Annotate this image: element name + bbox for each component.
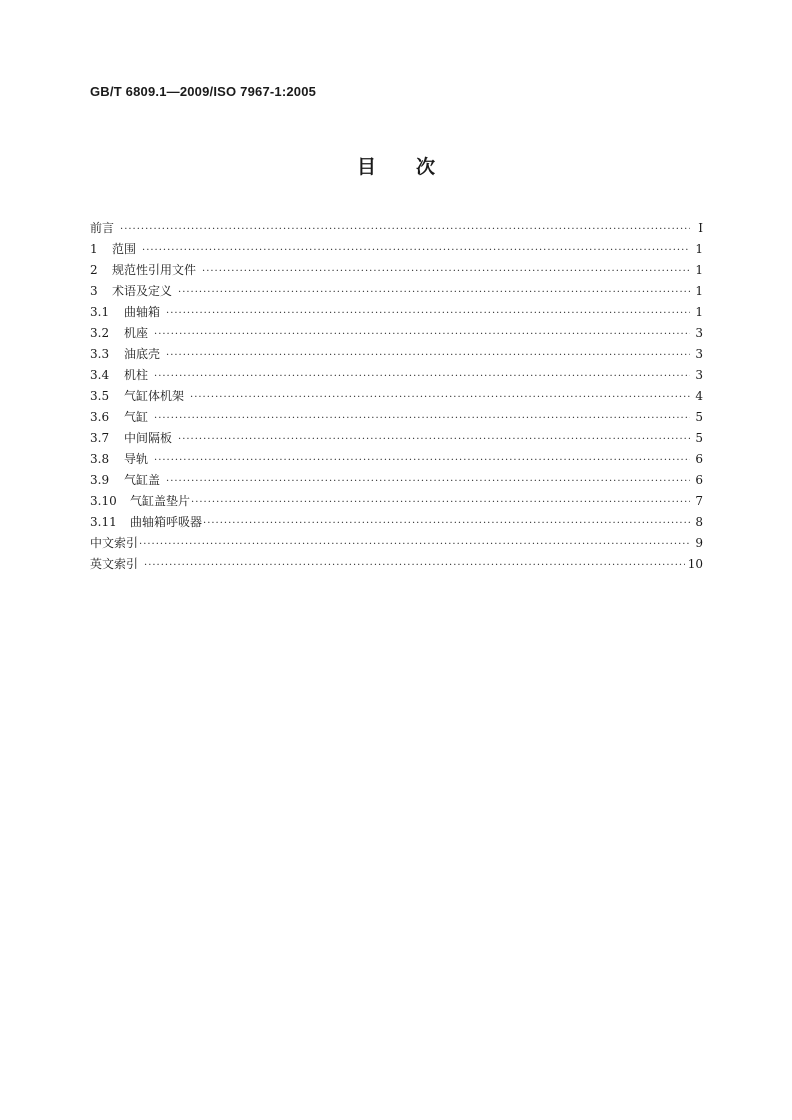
toc-leader-dots [139,534,690,555]
toc-entry-title: 规范性引用文件 [112,263,197,277]
toc-entry-title: 英文索引 [90,557,139,571]
toc-entry-page: 10 [687,557,703,571]
toc-leader-dots [120,219,690,240]
toc-entry-3[interactable] [90,281,703,302]
toc-entry-title: 范围 [112,242,137,256]
toc-entry-number: 3.4 [90,368,110,382]
toc-entry-page: 1 [695,284,703,298]
toc-entry-number: 3.7 [90,431,110,445]
title-part-2: 次 [416,156,436,178]
toc-entry-number: 3.5 [90,389,110,403]
toc-leader-dots [202,261,690,282]
toc-entry-page: 6 [695,452,703,466]
toc-entry-3-8[interactable] [90,449,703,470]
toc-entry-3-9[interactable] [90,470,703,491]
toc-leader-dots [191,492,690,513]
toc-entry-page: Ⅰ [698,221,703,235]
toc-entry-number: 2 [90,263,98,277]
toc-entry-number: 3.11 [90,515,117,529]
toc-entry-number: 3.8 [90,452,110,466]
toc-entry-title: 气缸盖 [124,473,161,487]
toc-entry-preface[interactable] [90,218,703,239]
toc-entry-number: 3 [90,284,98,298]
toc-entry-3-3[interactable] [90,344,703,365]
toc-entry-page: 7 [695,494,703,508]
toc-entry-title: 中间隔板 [124,431,173,445]
toc-entry-3-7[interactable] [90,428,703,449]
toc-entry-title: 机柱 [124,368,149,382]
toc-entry-page: 3 [695,326,703,340]
page-title [0,152,792,179]
toc-leader-dots [190,387,690,408]
toc-entry-number: 1 [90,242,98,256]
toc-entry-3-6[interactable] [90,407,703,428]
toc-entry-number: 3.10 [90,494,117,508]
toc-entry-3-1[interactable] [90,302,703,323]
toc-leader-dots [144,555,685,576]
toc-entry-chinese-index[interactable] [90,533,703,554]
toc-entry-page: 1 [695,305,703,319]
toc-entry-number: 3.3 [90,347,110,361]
toc-entry-number: 3.9 [90,473,110,487]
toc-leader-dots [154,324,690,345]
toc-entry-2[interactable] [90,260,703,281]
toc-entry-page: 3 [695,368,703,382]
toc-entry-3-5[interactable] [90,386,703,407]
standard-code: GB/T 6809.1—2009/ISO 7967-1:2005 [90,84,317,99]
toc-entry-page: 5 [695,410,703,424]
toc-leader-dots [166,303,690,324]
toc-entry-title: 油底壳 [124,347,161,361]
toc-leader-dots [154,366,690,387]
toc-entry-number: 3.6 [90,410,110,424]
toc-entry-page: 4 [695,389,703,403]
toc-entry-number: 3.2 [90,326,110,340]
toc-entry-title: 导轨 [124,452,149,466]
toc-entry-title: 中文索引 [90,536,139,550]
toc-entry-3-4[interactable] [90,365,703,386]
table-of-contents [90,218,703,575]
toc-entry-title: 曲轴箱呼吸器 [130,515,203,529]
toc-entry-page: 3 [695,347,703,361]
toc-entry-1[interactable] [90,239,703,260]
toc-entry-title: 气缸盖垫片 [130,494,191,508]
toc-entry-3-10[interactable] [90,491,703,512]
toc-entry-title: 气缸 [124,410,149,424]
toc-entry-page: 6 [695,473,703,487]
toc-entry-page: 8 [695,515,703,529]
toc-leader-dots [166,471,690,492]
toc-leader-dots [154,450,690,471]
toc-entry-english-index[interactable] [90,554,703,575]
toc-entry-page: 5 [695,431,703,445]
toc-leader-dots [178,282,690,303]
toc-entry-page: 1 [695,242,703,256]
toc-leader-dots [142,240,690,261]
toc-leader-dots [154,408,690,429]
toc-entry-3-2[interactable] [90,323,703,344]
toc-entry-title: 前言 [90,221,115,235]
title-part-1: 目 [356,156,376,178]
toc-entry-3-11[interactable] [90,512,703,533]
toc-entry-title: 术语及定义 [112,284,173,298]
toc-entry-title: 气缸体机架 [124,389,185,403]
toc-entry-page: 9 [695,536,703,550]
toc-entry-number: 3.1 [90,305,110,319]
toc-leader-dots [203,513,690,534]
toc-entry-title: 机座 [124,326,149,340]
toc-entry-title: 曲轴箱 [124,305,161,319]
toc-leader-dots [178,429,690,450]
toc-entry-page: 1 [695,263,703,277]
toc-leader-dots [166,345,690,366]
